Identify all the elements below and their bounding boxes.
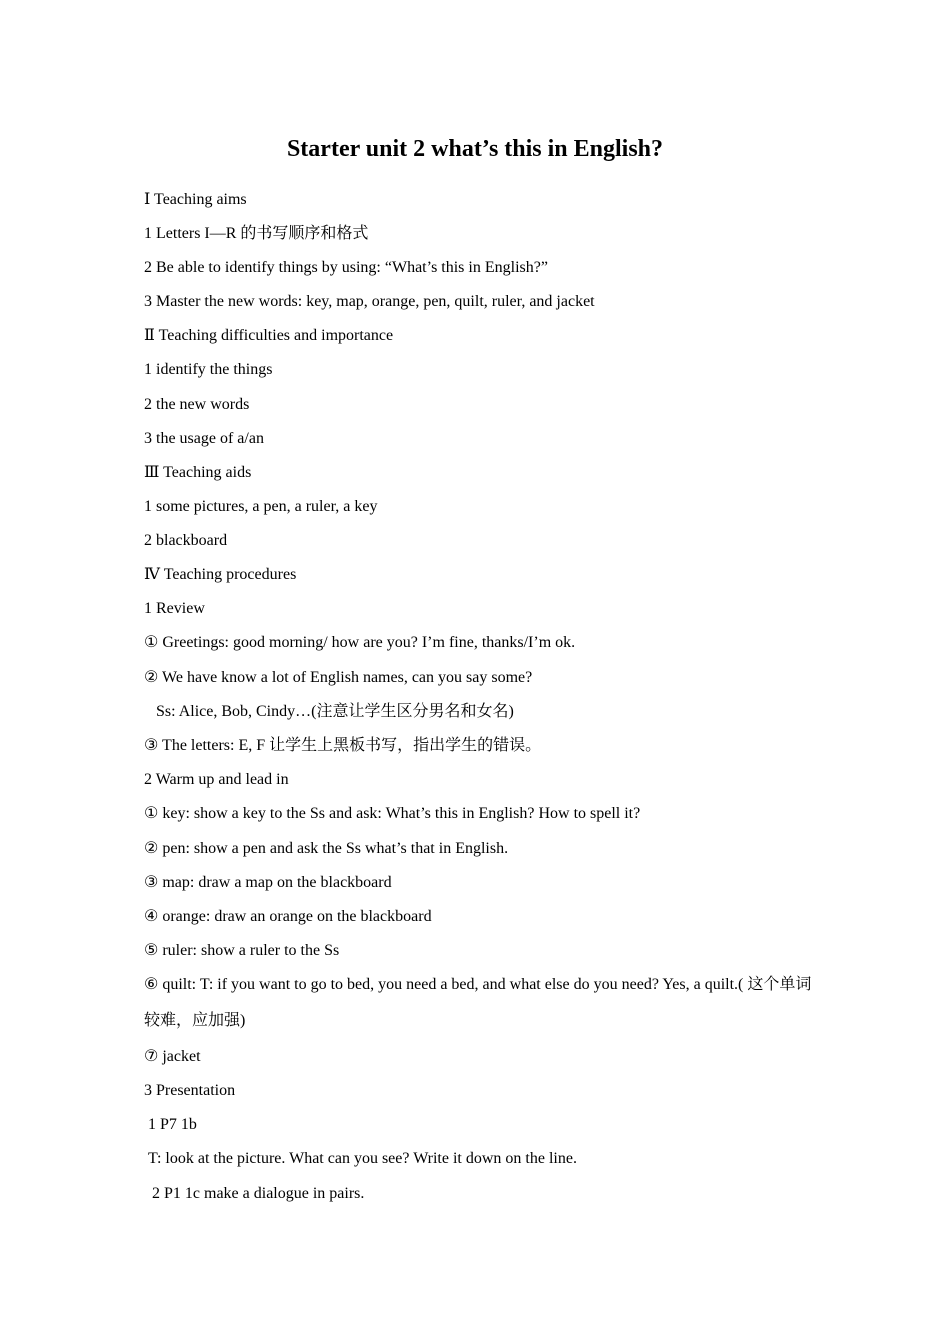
difficulty-item-2: 2 the new words: [144, 396, 250, 413]
aim-item-3: 3 Master the new words: key, map, orange, pen, quilt, ruler, and jacket: [144, 293, 595, 310]
warm-up-item-2: ② pen: show a pen and ask the Ss what’s that in English.: [144, 840, 509, 857]
aim-item-1: 1 Letters I—R 的书写顺序和格式: [144, 225, 369, 242]
warm-up-item-1: ① key: show a key to the Ss and ask: What’s this in English? How to spell it?: [144, 805, 641, 822]
aid-item-1: 1 some pictures, a pen, a ruler, a key: [144, 498, 378, 515]
warm-up-item-5: ⑤ ruler: show a ruler to the Ss: [144, 942, 340, 959]
section-heading-procedures: Ⅳ Teaching procedures: [144, 566, 297, 583]
review-item-3: ③ The letters: E, F 让学生上黑板书写，指出学生的错误。: [144, 737, 542, 754]
presentation-item-1: 1 P7 1b: [148, 1116, 197, 1133]
review-item-2-answer: Ss: Alice, Bob, Cindy…(注意让学生区分男名和女名): [156, 703, 514, 720]
presentation-item-1-instruction: T: look at the picture. What can you see? Write it down on the line.: [148, 1150, 577, 1167]
document-title: Starter unit 2 what’s this in English?: [286, 136, 664, 162]
warm-up-item-4: ④ orange: draw an orange on the blackboard: [144, 908, 432, 925]
section-heading-teaching-aids: Ⅲ Teaching aids: [144, 464, 252, 481]
warm-up-item-7: ⑦ jacket: [144, 1048, 201, 1065]
aid-item-2: 2 blackboard: [144, 532, 228, 549]
aim-item-2: 2 Be able to identify things by using: “What’s this in English?”: [144, 259, 548, 276]
difficulty-item-1: 1 identify the things: [144, 361, 273, 378]
procedure-review: 1 Review: [144, 600, 205, 617]
section-heading-teaching-aims: Ⅰ Teaching aims: [144, 191, 247, 208]
procedure-warm-up: 2 Warm up and lead in: [144, 771, 289, 788]
warm-up-item-6: ⑥ quilt: T: if you want to go to bed, you need a bed, and what else do you need? Yes, a quilt.( 这个单词较难，应加强): [144, 976, 812, 1029]
presentation-item-2: 2 P1 1c make a dialogue in pairs.: [152, 1185, 365, 1202]
review-item-2: ② We have know a lot of English names, can you say some?: [144, 669, 533, 686]
warm-up-item-3: ③ map: draw a map on the blackboard: [144, 874, 392, 891]
difficulty-item-3: 3 the usage of a/an: [144, 430, 264, 447]
section-heading-difficulties: Ⅱ Teaching difficulties and importance: [144, 327, 394, 344]
review-item-1: ① Greetings: good morning/ how are you? I’m fine, thanks/I’m ok.: [144, 634, 576, 651]
procedure-presentation: 3 Presentation: [144, 1082, 236, 1099]
